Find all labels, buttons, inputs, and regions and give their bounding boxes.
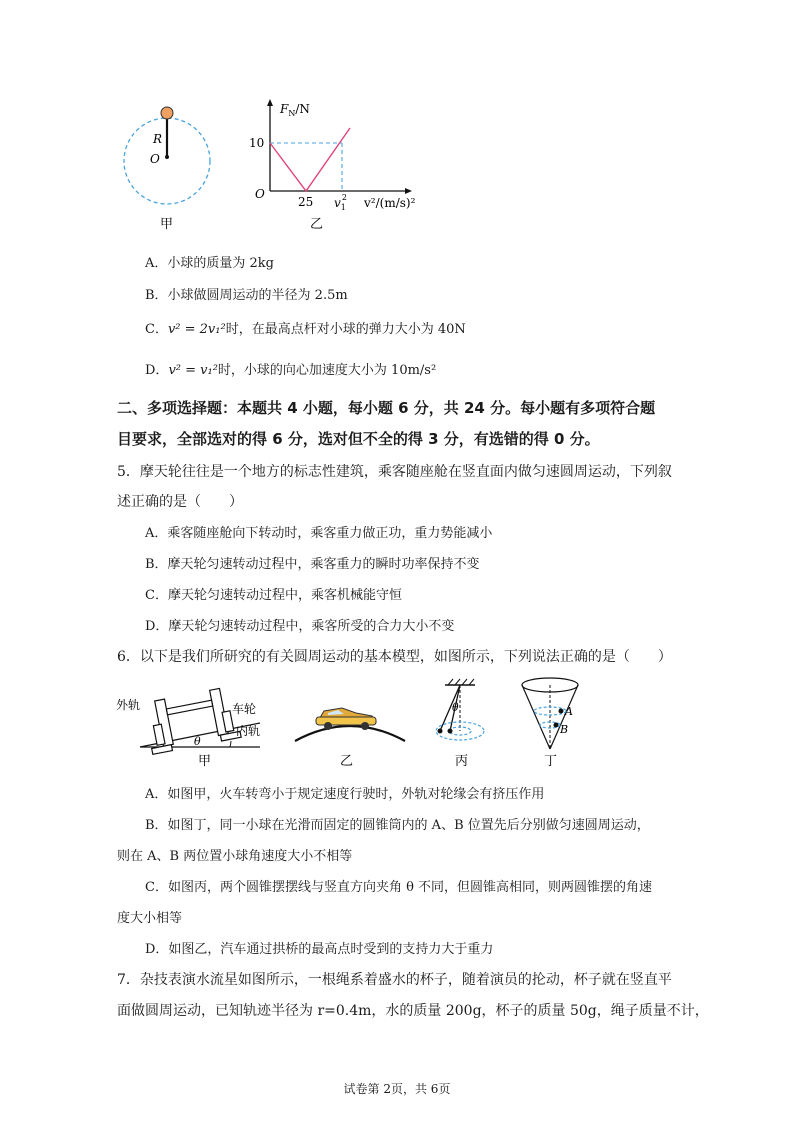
q7-line1: 7．杂技表演水流星如图所示，一根绳系着盛水的杯子，随着演员的抡动，杯子就在竖直平 — [117, 972, 672, 988]
bob-2 — [448, 729, 453, 734]
figure-yi — [249, 99, 416, 232]
x-axis-label: v²/(m/s)² — [364, 196, 416, 210]
label-theta-bing: θ — [452, 701, 459, 714]
q5-stem-line1: 5．摩天轮往往是一个地方的标志性建筑，乘客随座舱在竖直面内做匀速圆周运动，下列叙 — [117, 464, 672, 480]
label-O: O — [150, 152, 160, 166]
y-tick-10: 10 — [249, 136, 265, 150]
bob-1 — [438, 729, 443, 734]
section2-heading-line1: 二、多项选择题：本题共 4 小题，每小题 6 分，共 24 分。每小题有多项符合题 — [117, 399, 656, 417]
label-B: B — [560, 723, 569, 736]
theta-arc — [230, 741, 231, 747]
q5-option-c: C．摩天轮匀速转动过程中，乘客机械能守恒 — [145, 588, 402, 603]
y-axis-label: $F_N/N$ — [280, 102, 310, 118]
center-point — [165, 155, 169, 159]
label-wheel: 车轮 — [232, 702, 257, 716]
figure-q6-jia — [116, 686, 260, 769]
section2-heading-line2: 目要求，全部选对的得 6 分，选对但不全的得 3 分，有选错的得 0 分。 — [117, 430, 600, 448]
q4-option-c — [145, 318, 466, 337]
cone-side-right — [550, 685, 578, 749]
y-arrow — [267, 99, 273, 106]
label-theta-jia: θ — [194, 735, 201, 748]
caption-yi: 乙 — [310, 217, 324, 232]
page-footer: 试卷第 2页，共 6页 — [343, 1082, 451, 1096]
caption-q6-ding: 丁 — [544, 754, 558, 769]
q6-option-b-line2: 则在 A、B 两位置小球角速度大小不相等 — [117, 849, 353, 864]
q6-option-c-line2: 度大小相等 — [117, 911, 183, 926]
figure-q4 — [110, 95, 440, 240]
q6-option-c-line1: C．如图丙，两个圆锥摆摆线与竖直方向夹角 θ 不同，但圆锥高相同，则两圆锥摆的角速 — [145, 880, 653, 895]
label-inner-rail: 内轨 — [236, 724, 261, 738]
figure-q6-yi — [295, 708, 405, 769]
q7-line2: 面做圆周运动，已知轨迹半径为 r=0.4m，水的质量 200g，杯子的质量 50g，绳子质量不计， — [117, 1003, 709, 1019]
caption-q6-yi: 乙 — [340, 754, 354, 769]
q4-option-d-eq: v² = v₁² — [168, 363, 218, 378]
x-tick-25: 25 — [298, 195, 314, 209]
label-R: R — [153, 132, 163, 146]
q4-option-a: A．小球的质量为 2kg — [145, 256, 274, 271]
q4-option-d — [145, 359, 436, 378]
q4-option-b: B．小球做圆周运动的半径为 2.5m — [145, 288, 348, 303]
fn-curve — [270, 128, 350, 191]
origin-label: O — [255, 187, 265, 201]
q4-option-d-rest: 时，小球的向心加速度大小为 10m/s² — [217, 363, 437, 378]
q5-option-d: D．摩天轮匀速转动过程中，乘客所受的合力大小不变 — [145, 619, 455, 634]
q5-stem-line2: 述正确的是（ ） — [117, 494, 243, 510]
figure-jia — [124, 107, 210, 232]
arch-bridge — [295, 726, 405, 741]
x-arrow — [405, 188, 412, 194]
ceiling-hatch — [448, 679, 474, 685]
ball-B — [554, 723, 559, 728]
figure-q6-ding — [522, 678, 578, 769]
q4-option-c-eq: v² = 2v₁² — [167, 322, 226, 337]
wheel-assembly — [143, 686, 241, 754]
ball-A — [559, 709, 564, 714]
q4-option-c-rest: 时，在最高点杆对小球的弹力大小为 40N — [225, 322, 466, 337]
label-A: A — [565, 705, 573, 718]
ball — [161, 107, 173, 119]
q5-option-a: A．乘客随座舱向下转动时，乘客重力做正功，重力势能减小 — [145, 526, 493, 541]
q4-option-d-prefix: D． — [145, 363, 169, 378]
x-tick-v1sq: $v_12$ — [334, 193, 347, 212]
q5-option-b: B．摩天轮匀速转动过程中，乘客重力的瞬时功率保持不变 — [145, 557, 480, 572]
figure-q6-bing — [436, 679, 484, 769]
figure-q6 — [110, 673, 610, 770]
q6-option-a: A．如图甲，火车转弯小于规定速度行驶时，外轨对轮缘会有挤压作用 — [145, 787, 545, 802]
cone-side-left — [522, 685, 550, 749]
q6-option-d: D．如图乙，汽车通过拱桥的最高点时受到的支持力大于重力 — [145, 942, 494, 957]
q6-option-b-line1: B．如图丁，同一小球在光滑而固定的圆锥筒内的 A、B 位置先后分别做匀速圆周运动， — [145, 818, 650, 833]
caption-q6-bing: 丙 — [455, 754, 469, 769]
label-outer-rail: 外轨 — [116, 698, 141, 712]
caption-jia: 甲 — [160, 217, 174, 232]
caption-q6-jia: 甲 — [198, 754, 212, 769]
q6-stem: 6．以下是我们所研究的有关圆周运动的基本模型，如图所示，下列说法正确的是（ ） — [117, 649, 672, 665]
q4-option-c-prefix: C． — [145, 322, 168, 337]
